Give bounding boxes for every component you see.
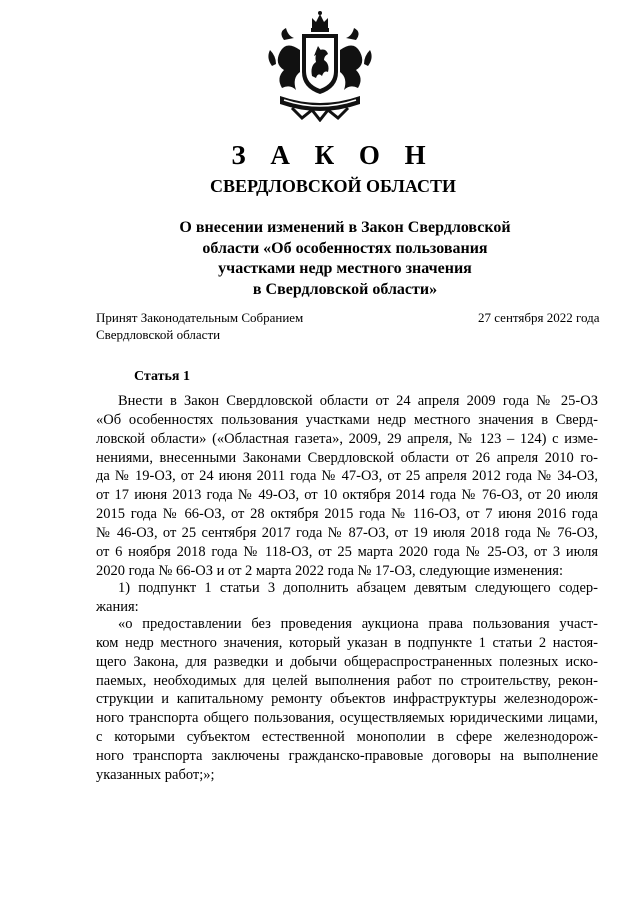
paragraph-line: ловской области» («Областная газета», 2009, 29 апреля, № 123 – 124) с изме- xyxy=(96,430,598,447)
paragraph-line: от 17 июня 2013 года № 49-ОЗ, от 10 октября 2014 года № 76-ОЗ, от 20 июля xyxy=(96,487,598,504)
paragraph-1 xyxy=(96,392,598,580)
paragraph-line: от 6 ноября 2018 года № 118-ОЗ, от 25 марта 2020 года № 25-ОЗ, от 3 июля xyxy=(96,543,598,560)
paragraph-line: 1) подпункт 1 статьи 3 дополнить абзацем девятым следующего содер- xyxy=(118,580,598,596)
law-heading xyxy=(150,218,540,300)
heading-line: О внесении изменений в Закон Свердловской xyxy=(179,219,511,236)
shield-icon xyxy=(302,34,338,94)
adopted-by xyxy=(96,309,303,343)
heading-line: в Свердловской области» xyxy=(252,280,438,298)
paragraph-line: нениями, внесенными Законами Свердловской области от 26 апреля 2010 го- xyxy=(96,449,598,466)
paragraph-line: ком недр местного значения, который указан в подпункте 1 статьи 2 настоя- xyxy=(96,634,598,651)
paragraph-line: указанных работ;»; xyxy=(96,766,215,783)
law-subtitle: СВЕРДЛОВСКОЙ ОБЛАСТИ xyxy=(210,176,456,196)
paragraph-line: жания: xyxy=(96,598,139,615)
article-title: Статья 1 xyxy=(134,369,190,384)
paragraph-line: струкции и капитальному ремонту объектов инфраструктуры железнодорож- xyxy=(96,691,598,708)
paragraph-line: «о предоставлении без проведения аукциона права пользования участ- xyxy=(118,616,598,632)
paragraph-line: «Об особенностях пользования участками недр местного значения в Сверд- xyxy=(96,411,598,428)
paragraph-line: Внести в Закон Свердловской области от 24 апреля 2009 года № 25-ОЗ xyxy=(118,393,598,409)
paragraph-line: щего Закона, для разведки и добычи общераспространенных полезных иско- xyxy=(96,653,598,670)
paragraph-line: паемых, необходимых для целей выполнения работ по строительству, рекон- xyxy=(96,672,598,689)
heading-line: области «Об особенностях пользования xyxy=(202,239,488,257)
adopted-by-line: Принят Законодательным Собранием xyxy=(96,310,304,325)
coat-of-arms-emblem xyxy=(262,10,378,122)
paragraph-line: ного транспорта заключены гражданско-правовые договоры на выполнение xyxy=(96,747,598,764)
crown-icon xyxy=(311,11,329,32)
paragraph-line: 2015 года № 66-ОЗ, от 28 октября 2015 года № 116-ОЗ, от 7 июня 2016 года xyxy=(96,506,598,523)
law-title: З А К О Н xyxy=(231,140,435,170)
paragraph-line: да № 19-ОЗ, от 24 июня 2011 года № 47-ОЗ, от 25 апреля 2012 года № 34-ОЗ, xyxy=(96,468,598,485)
paragraph-line: с которыми субъектом естественной монополии в сфере железнодорож- xyxy=(96,729,598,746)
adopted-by-line: Свердловской области xyxy=(96,327,221,342)
paragraph-line: ного транспорта общего пользования, осуществляемых юридическими лицами, xyxy=(96,710,598,727)
paragraph-2 xyxy=(96,579,598,617)
heading-line: участками недр местного значения xyxy=(218,260,472,277)
paragraph-line: 2020 года № 66-ОЗ и от 2 марта 2022 года № 17-ОЗ, следующие изменения: xyxy=(96,562,563,579)
left-supporter-icon xyxy=(268,28,300,90)
adopted-date: 27 сентября 2022 года xyxy=(478,310,600,325)
right-supporter-icon xyxy=(340,28,372,90)
paragraph-3 xyxy=(96,615,598,785)
ribbon-icon xyxy=(280,96,360,120)
paragraph-line: № 46-ОЗ, от 25 сентября 2017 года № 87-ОЗ, от 19 июля 2018 года № 76-ОЗ, xyxy=(96,524,598,541)
